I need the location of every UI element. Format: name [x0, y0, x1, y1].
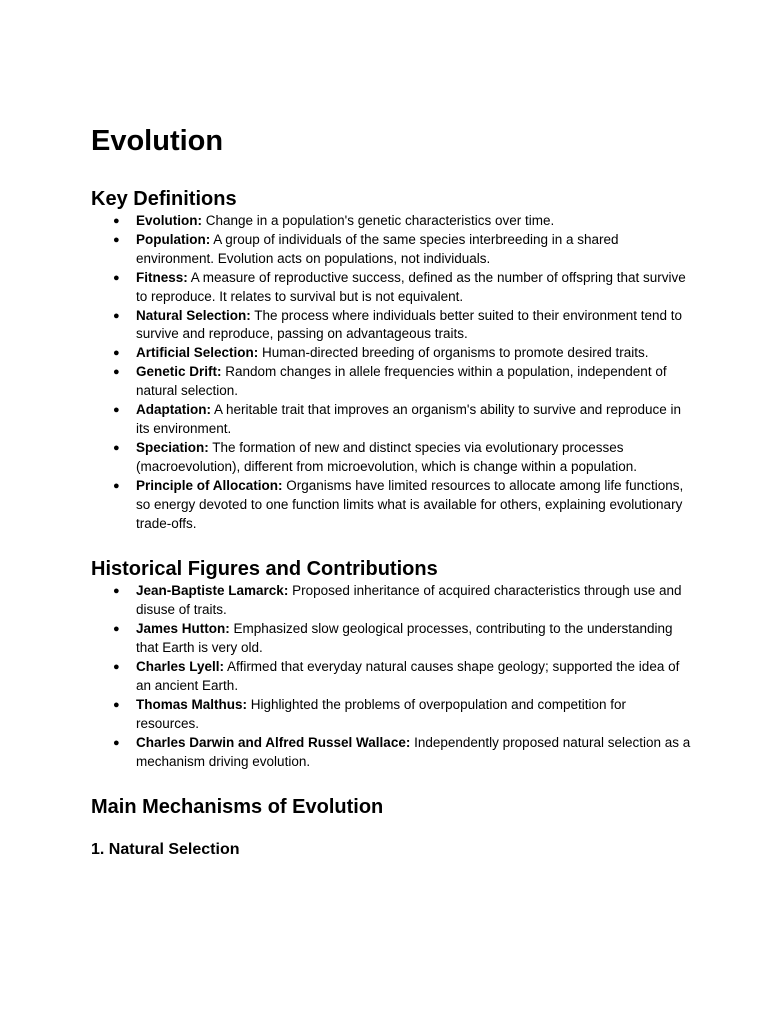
historical-figures-list — [91, 582, 691, 771]
bullet-icon: ● — [113, 585, 120, 598]
list-item-term: Natural Selection: — [136, 307, 251, 323]
list-item-term: Speciation: — [136, 439, 209, 455]
list-item-term: Jean-Baptiste Lamarck: — [136, 583, 289, 599]
bullet-icon: ● — [113, 441, 120, 454]
list-item-text: Affirmed that everyday natural causes shape geology; supported the idea of an ancient Earth. — [136, 659, 680, 693]
list-item-text: Random changes in allele frequencies within a population, independent of natural selection. — [136, 364, 667, 399]
list-item-term: Population: — [136, 231, 211, 247]
list-item — [91, 307, 691, 345]
list-item-text: A group of individuals of the same species interbreeding in a shared environment. Evolution acts on populations, not individuals. — [136, 231, 619, 266]
list-item-text: Proposed inheritance of acquired characteristics through use and disuse of traits. — [136, 583, 682, 618]
bullet-icon: ● — [113, 479, 120, 492]
bullet-icon: ● — [113, 623, 120, 636]
list-item-text: The formation of new and distinct species via evolutionary processes (macroevolution), different from microevolution, which is change within a population. — [136, 439, 638, 474]
bullet-icon: ● — [113, 404, 120, 417]
list-item-text: Highlighted the problems of overpopulation and competition for resources. — [136, 696, 626, 731]
list-item-term: Adaptation: — [136, 402, 211, 418]
list-item-text: Independently proposed natural selection as a mechanism driving evolution. — [136, 734, 691, 769]
list-item — [91, 582, 691, 620]
list-item — [91, 212, 691, 231]
bullet-icon: ● — [113, 233, 120, 246]
main-mechanisms-heading: Main Mechanisms of Evolution — [91, 796, 384, 819]
bullet-icon: ● — [113, 366, 120, 379]
list-item — [91, 363, 691, 401]
list-item-text: The process where individuals better suited to their environment tend to survive and reproduce, passing on advantageous traits. — [136, 307, 683, 342]
list-item — [91, 231, 691, 269]
list-item — [91, 401, 691, 439]
list-item-text: Organisms have limited resources to allocate among life functions, so energy devoted to one function limits what is available for others, explaining evolutionary trade-offs. — [136, 477, 684, 531]
list-item-term: James Hutton: — [136, 621, 230, 637]
list-item — [91, 620, 691, 658]
list-item-text: A heritable trait that improves an organism's ability to survive and reproduce in its environment. — [136, 402, 682, 436]
historical-figures-heading: Historical Figures and Contributions — [91, 558, 438, 581]
list-item — [91, 439, 691, 477]
list-item-term: Artificial Selection: — [136, 345, 259, 361]
document-page — [91, 124, 691, 861]
list-item-term: Charles Lyell: — [136, 659, 225, 675]
list-item-term: Thomas Malthus: — [136, 696, 248, 712]
list-item — [91, 734, 691, 772]
bullet-icon: ● — [113, 309, 120, 322]
natural-selection-subheading: 1. Natural Selection — [91, 841, 240, 859]
list-item — [91, 658, 691, 696]
bullet-icon: ● — [113, 698, 120, 711]
list-item-text: Change in a population's genetic characteristics over time. — [202, 213, 555, 228]
bullet-icon: ● — [113, 215, 120, 227]
list-item — [91, 696, 691, 734]
key-definitions-heading: Key Definitions — [91, 188, 237, 210]
bullet-icon: ● — [113, 661, 120, 674]
list-item-term: Principle of Allocation: — [136, 477, 283, 493]
key-definitions-list — [91, 212, 691, 533]
list-item-term: Fitness: — [136, 269, 188, 285]
list-item-term: Genetic Drift: — [136, 364, 222, 380]
list-item-term: Charles Darwin and Alfred Russel Wallace: — [136, 734, 411, 750]
list-item-text: Emphasized slow geological processes, contributing to the understanding that Earth is very old. — [136, 621, 673, 656]
bullet-icon: ● — [113, 271, 120, 284]
list-item — [91, 477, 691, 534]
list-item-term: Evolution: — [136, 213, 202, 228]
list-item-text: Human-directed breeding of organisms to promote desired traits. — [258, 345, 649, 361]
list-item-text: A measure of reproductive success, defined as the number of offspring that survive to reproduce. It relates to survival but is not equivalent. — [136, 269, 686, 304]
list-item — [91, 344, 691, 363]
bullet-icon: ● — [113, 347, 120, 360]
list-item — [91, 269, 691, 307]
bullet-icon: ● — [113, 736, 120, 749]
page-title: Evolution — [91, 125, 224, 157]
